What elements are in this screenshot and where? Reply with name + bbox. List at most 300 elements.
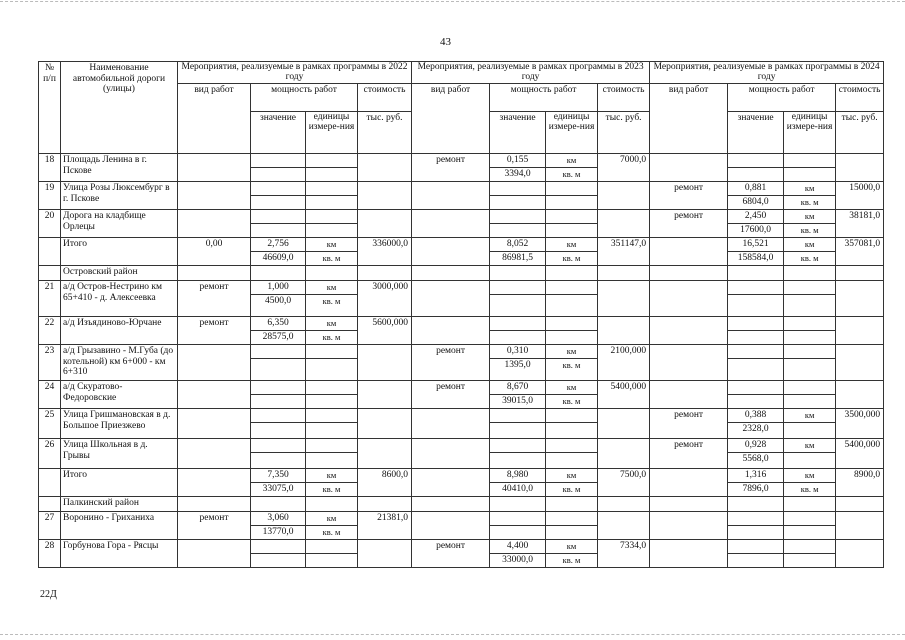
work-type-cell — [178, 154, 251, 182]
unit-km-cell — [306, 439, 358, 453]
cost-cell — [358, 381, 412, 409]
unit-area-cell — [546, 196, 598, 210]
value-area-cell — [251, 423, 306, 439]
unit-area-cell — [784, 359, 836, 381]
capacity-header: мощность работ — [490, 84, 598, 112]
unit-km-cell — [546, 210, 598, 224]
cost-unit-header: тыс. руб. — [598, 112, 650, 154]
value-km-cell — [490, 439, 546, 453]
unit-km-cell — [306, 345, 358, 359]
unit-area-cell: кв. м — [784, 252, 836, 266]
unit-area-cell — [784, 168, 836, 182]
value-km-cell: 8,052 — [490, 238, 546, 252]
unit-area-cell: кв. м — [306, 483, 358, 497]
table-row — [39, 540, 884, 554]
row-number: 18 — [39, 154, 61, 182]
empty-cell — [412, 266, 490, 281]
cost-cell: 3500,000 — [836, 409, 884, 439]
empty-cell — [251, 497, 306, 512]
unit-km-cell — [546, 512, 598, 526]
table-row — [39, 317, 884, 331]
value-area-cell: 6804,0 — [728, 196, 784, 210]
value-area-cell — [728, 331, 784, 345]
value-km-cell — [490, 512, 546, 526]
cost-cell — [358, 154, 412, 182]
unit-km-cell: км — [784, 238, 836, 252]
row-number: 20 — [39, 210, 61, 238]
empty-cell — [836, 497, 884, 512]
cost-cell: 7000,0 — [598, 154, 650, 182]
value-area-cell — [728, 395, 784, 409]
cost-cell: 3000,000 — [358, 281, 412, 317]
cost-cell — [598, 182, 650, 210]
section-row — [39, 497, 884, 512]
unit-area-cell — [784, 526, 836, 540]
value-area-cell: 4500,0 — [251, 295, 306, 317]
work-type-cell — [412, 182, 490, 210]
section-title: Палкинский район — [61, 497, 178, 512]
value-area-cell: 3394,0 — [490, 168, 546, 182]
work-type-cell: ремонт — [412, 154, 490, 182]
work-type-cell — [178, 345, 251, 381]
work-type-cell — [178, 540, 251, 568]
work-type-cell: 0,00 — [178, 238, 251, 266]
value-km-cell: 0,155 — [490, 154, 546, 168]
work-type-cell — [650, 317, 728, 345]
work-type-cell — [178, 210, 251, 238]
cost-cell — [598, 317, 650, 345]
value-km-cell — [490, 182, 546, 196]
unit-km-cell — [546, 439, 598, 453]
unit-area-cell — [306, 453, 358, 469]
empty-cell — [358, 266, 412, 281]
work-type-cell — [412, 439, 490, 469]
col-road-header: Наименование автомобильной дороги (улицы) — [61, 62, 178, 154]
value-area-cell — [728, 554, 784, 568]
table-row — [39, 381, 884, 395]
unit-km-cell: км — [546, 381, 598, 395]
value-area-cell — [251, 554, 306, 568]
group-2022-header: Мероприятия, реализуемые в рамках программы в 2022 году — [178, 62, 412, 84]
unit-km-cell: км — [306, 512, 358, 526]
row-number — [39, 469, 61, 497]
value-km-cell: 6,350 — [251, 317, 306, 331]
value-area-cell: 7896,0 — [728, 483, 784, 497]
work-type-cell — [650, 381, 728, 409]
value-km-cell: 8,670 — [490, 381, 546, 395]
value-km-cell: 8,980 — [490, 469, 546, 483]
value-km-cell: 0,928 — [728, 439, 784, 453]
value-km-cell — [490, 317, 546, 331]
section-row — [39, 266, 884, 281]
cost-cell: 357081,0 — [836, 238, 884, 266]
empty-cell — [358, 497, 412, 512]
value-area-cell: 86981,5 — [490, 252, 546, 266]
value-km-cell: 4,400 — [490, 540, 546, 554]
value-area-cell: 33000,0 — [490, 554, 546, 568]
unit-area-cell — [784, 554, 836, 568]
cost-cell: 5400,000 — [836, 439, 884, 469]
value-area-cell — [490, 423, 546, 439]
unit-km-cell: км — [784, 182, 836, 196]
table-row — [39, 281, 884, 295]
cost-cell: 15000,0 — [836, 182, 884, 210]
unit-km-cell — [306, 540, 358, 554]
work-type-header: вид работ — [650, 84, 728, 154]
scan-edge-bottom — [0, 634, 905, 635]
unit-area-cell — [546, 295, 598, 317]
unit-area-cell — [306, 359, 358, 381]
value-area-cell — [251, 453, 306, 469]
value-km-cell: 0,388 — [728, 409, 784, 423]
work-type-cell — [178, 469, 251, 497]
work-type-cell: ремонт — [412, 540, 490, 568]
unit-km-cell: км — [546, 345, 598, 359]
work-type-cell — [650, 469, 728, 497]
road-name: а/д Грызавино - М.Губа (до котельной) км 6+000 - км 6+310 — [61, 345, 178, 381]
cost-cell — [598, 409, 650, 439]
value-km-cell — [728, 540, 784, 554]
road-name: Итого — [61, 469, 178, 497]
empty-cell — [412, 497, 490, 512]
unit-area-cell: кв. м — [784, 224, 836, 238]
value-area-cell: 2328,0 — [728, 423, 784, 439]
unit-area-cell: кв. м — [306, 526, 358, 540]
cost-unit-header: тыс. руб. — [836, 112, 884, 154]
cost-cell: 336000,0 — [358, 238, 412, 266]
cost-header: стоимость — [358, 84, 412, 112]
cost-cell — [836, 317, 884, 345]
empty-cell — [784, 266, 836, 281]
value-area-cell — [251, 224, 306, 238]
empty-cell — [546, 497, 598, 512]
value-area-cell — [728, 526, 784, 540]
unit-area-cell — [546, 331, 598, 345]
work-type-cell — [650, 238, 728, 266]
value-area-cell: 46609,0 — [251, 252, 306, 266]
units-header: единицы измере-ния — [306, 112, 358, 154]
value-km-cell — [251, 381, 306, 395]
unit-km-cell — [784, 281, 836, 295]
cost-cell — [598, 281, 650, 317]
unit-km-cell — [306, 409, 358, 423]
work-type-cell — [178, 409, 251, 439]
value-area-cell: 158584,0 — [728, 252, 784, 266]
unit-area-cell: кв. м — [306, 295, 358, 317]
row-number: 28 — [39, 540, 61, 568]
capacity-header: мощность работ — [251, 84, 358, 112]
empty-cell — [178, 266, 251, 281]
value-km-cell — [251, 345, 306, 359]
value-area-cell — [251, 168, 306, 182]
cost-cell: 5600,000 — [358, 317, 412, 345]
cost-unit-header: тыс. руб. — [358, 112, 412, 154]
work-type-cell — [178, 182, 251, 210]
unit-km-cell: км — [546, 154, 598, 168]
value-km-cell — [728, 317, 784, 331]
unit-area-cell — [784, 395, 836, 409]
work-type-cell — [412, 469, 490, 497]
value-header: значение — [728, 112, 784, 154]
cost-cell — [358, 182, 412, 210]
unit-km-cell — [546, 281, 598, 295]
units-header: единицы измере-ния — [546, 112, 598, 154]
unit-area-cell — [306, 224, 358, 238]
unit-km-cell — [546, 182, 598, 196]
work-type-cell — [650, 154, 728, 182]
cost-cell — [598, 210, 650, 238]
table-header — [39, 62, 884, 154]
value-km-cell: 3,060 — [251, 512, 306, 526]
value-area-cell: 40410,0 — [490, 483, 546, 497]
row-number: 19 — [39, 182, 61, 210]
empty-cell — [251, 266, 306, 281]
work-type-cell — [650, 512, 728, 540]
road-program-table — [38, 61, 884, 568]
cost-cell — [358, 210, 412, 238]
row-number: 26 — [39, 439, 61, 469]
row-number: 24 — [39, 381, 61, 409]
work-type-cell: ремонт — [650, 182, 728, 210]
work-type-cell: ремонт — [412, 345, 490, 381]
empty-cell — [598, 497, 650, 512]
empty-cell — [650, 497, 728, 512]
road-name: Воронино - Гриханиха — [61, 512, 178, 540]
unit-area-cell: кв. м — [546, 483, 598, 497]
road-name: Площадь Ленина в г. Пскове — [61, 154, 178, 182]
unit-area-cell: кв. м — [784, 483, 836, 497]
road-name: Горбунова Гора - Рясцы — [61, 540, 178, 568]
value-area-cell: 39015,0 — [490, 395, 546, 409]
unit-area-cell — [546, 423, 598, 439]
value-area-cell — [490, 295, 546, 317]
unit-km-cell — [306, 210, 358, 224]
cost-cell — [836, 281, 884, 317]
cost-header: стоимость — [598, 84, 650, 112]
work-type-cell: ремонт — [412, 381, 490, 409]
unit-km-cell — [306, 182, 358, 196]
work-type-cell — [650, 540, 728, 568]
empty-cell — [784, 497, 836, 512]
empty-cell — [836, 266, 884, 281]
road-name: Улица Розы Люксембург в г. Пскове — [61, 182, 178, 210]
value-km-cell — [728, 381, 784, 395]
row-number: 21 — [39, 281, 61, 317]
work-type-cell — [178, 381, 251, 409]
table-row — [39, 512, 884, 526]
work-type-cell — [412, 281, 490, 317]
value-km-cell: 7,350 — [251, 469, 306, 483]
empty-cell — [178, 497, 251, 512]
empty-cell — [546, 266, 598, 281]
unit-km-cell: км — [784, 439, 836, 453]
work-type-cell — [412, 512, 490, 540]
work-type-cell: ремонт — [178, 281, 251, 317]
work-type-cell — [412, 238, 490, 266]
table-body — [39, 154, 884, 568]
road-name: Итого — [61, 238, 178, 266]
value-area-cell — [490, 224, 546, 238]
road-name: Дорога на кладбище Орлецы — [61, 210, 178, 238]
unit-area-cell — [306, 395, 358, 409]
col-no-header: № п/п — [39, 62, 61, 154]
cost-cell — [836, 381, 884, 409]
work-type-cell: ремонт — [178, 317, 251, 345]
cost-cell — [358, 439, 412, 469]
unit-km-cell: км — [784, 210, 836, 224]
table-row — [39, 469, 884, 483]
cost-cell: 2100,000 — [598, 345, 650, 381]
cost-cell — [836, 154, 884, 182]
value-area-cell: 17600,0 — [728, 224, 784, 238]
table-row — [39, 238, 884, 252]
value-km-cell — [251, 540, 306, 554]
value-area-cell — [728, 359, 784, 381]
road-name: Улица Гришмановская в д. Большое Приезжево — [61, 409, 178, 439]
value-area-cell: 13770,0 — [251, 526, 306, 540]
cost-cell — [836, 512, 884, 540]
cost-cell: 7500,0 — [598, 469, 650, 497]
value-area-cell — [251, 359, 306, 381]
table-row — [39, 439, 884, 453]
unit-area-cell: кв. м — [306, 331, 358, 345]
cost-cell — [836, 345, 884, 381]
unit-area-cell — [784, 331, 836, 345]
cost-cell: 38181,0 — [836, 210, 884, 238]
value-header: значение — [490, 112, 546, 154]
work-type-cell — [650, 345, 728, 381]
table-row — [39, 409, 884, 423]
work-type-cell — [178, 439, 251, 469]
value-area-cell: 33075,0 — [251, 483, 306, 497]
unit-km-cell — [784, 381, 836, 395]
value-area-cell: 1395,0 — [490, 359, 546, 381]
unit-km-cell — [784, 345, 836, 359]
unit-km-cell: км — [306, 238, 358, 252]
value-km-cell — [251, 154, 306, 168]
empty-cell — [728, 497, 784, 512]
unit-km-cell — [784, 512, 836, 526]
unit-area-cell — [546, 526, 598, 540]
unit-km-cell: км — [546, 540, 598, 554]
row-number: 27 — [39, 512, 61, 540]
row-number: 22 — [39, 317, 61, 345]
road-name: а/д Скуратово-Федоровские — [61, 381, 178, 409]
value-area-cell — [728, 295, 784, 317]
unit-area-cell: кв. м — [306, 252, 358, 266]
cost-cell: 5400,000 — [598, 381, 650, 409]
work-type-cell: ремонт — [650, 409, 728, 439]
cost-cell — [358, 540, 412, 568]
cost-cell — [598, 439, 650, 469]
units-header: единицы измере-ния — [784, 112, 836, 154]
work-type-cell — [650, 281, 728, 317]
unit-area-cell: кв. м — [784, 196, 836, 210]
unit-km-cell: км — [306, 317, 358, 331]
value-km-cell: 1,000 — [251, 281, 306, 295]
capacity-header: мощность работ — [728, 84, 836, 112]
value-km-cell — [728, 154, 784, 168]
unit-km-cell — [306, 381, 358, 395]
empty-cell — [490, 266, 546, 281]
footer-code: 22Д — [40, 589, 57, 600]
cost-header: стоимость — [836, 84, 884, 112]
cost-cell: 7334,0 — [598, 540, 650, 568]
value-km-cell: 0,881 — [728, 182, 784, 196]
road-name: Улица Школьная в д. Грывы — [61, 439, 178, 469]
table-row — [39, 154, 884, 168]
page-number: 43 — [440, 36, 451, 48]
value-km-cell — [728, 345, 784, 359]
value-area-cell — [251, 196, 306, 210]
unit-km-cell: км — [546, 469, 598, 483]
unit-area-cell: кв. м — [546, 168, 598, 182]
group-2023-header: Мероприятия, реализуемые в рамках программы в 2023 году — [412, 62, 650, 84]
table-row — [39, 210, 884, 224]
cost-cell: 351147,0 — [598, 238, 650, 266]
work-type-header: вид работ — [412, 84, 490, 154]
value-km-cell: 0,310 — [490, 345, 546, 359]
cost-cell: 8600,0 — [358, 469, 412, 497]
value-km-cell — [490, 210, 546, 224]
value-header: значение — [251, 112, 306, 154]
value-km-cell: 2,450 — [728, 210, 784, 224]
value-km-cell: 16,521 — [728, 238, 784, 252]
empty-cell — [306, 266, 358, 281]
value-km-cell — [728, 281, 784, 295]
row-number: 25 — [39, 409, 61, 439]
work-type-cell: ремонт — [650, 439, 728, 469]
work-type-header: вид работ — [178, 84, 251, 154]
empty-cell — [650, 266, 728, 281]
empty-cell — [306, 497, 358, 512]
unit-km-cell: км — [784, 409, 836, 423]
unit-km-cell: км — [306, 281, 358, 295]
unit-area-cell: кв. м — [546, 359, 598, 381]
unit-area-cell: кв. м — [546, 252, 598, 266]
value-area-cell — [490, 526, 546, 540]
value-km-cell — [251, 409, 306, 423]
unit-km-cell — [784, 317, 836, 331]
unit-area-cell — [546, 224, 598, 238]
value-km-cell — [490, 281, 546, 295]
empty-cell — [490, 497, 546, 512]
value-km-cell — [728, 512, 784, 526]
unit-area-cell — [784, 295, 836, 317]
section-title: Островский район — [61, 266, 178, 281]
unit-km-cell — [546, 317, 598, 331]
unit-area-cell: кв. м — [546, 395, 598, 409]
row-number-cell — [39, 497, 61, 512]
work-type-cell: ремонт — [650, 210, 728, 238]
cost-cell — [358, 345, 412, 381]
value-area-cell: 28575,0 — [251, 331, 306, 345]
empty-cell — [598, 266, 650, 281]
unit-km-cell — [784, 540, 836, 554]
unit-area-cell: кв. м — [546, 554, 598, 568]
value-km-cell — [251, 439, 306, 453]
value-area-cell — [490, 196, 546, 210]
cost-cell — [836, 540, 884, 568]
work-type-cell — [412, 409, 490, 439]
value-km-cell — [490, 409, 546, 423]
work-type-cell: ремонт — [178, 512, 251, 540]
empty-cell — [728, 266, 784, 281]
value-area-cell — [490, 453, 546, 469]
unit-km-cell: км — [546, 238, 598, 252]
work-type-cell — [412, 210, 490, 238]
unit-area-cell — [306, 196, 358, 210]
